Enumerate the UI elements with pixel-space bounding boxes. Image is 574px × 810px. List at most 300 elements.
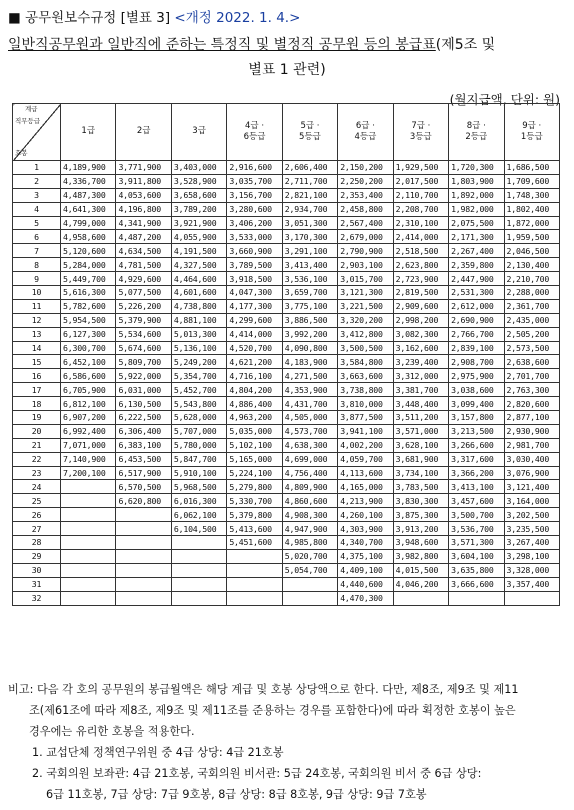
salary-cell: 3,162,600	[393, 341, 448, 355]
salary-cell: 5,707,000	[171, 424, 226, 438]
salary-cell: 6,907,200	[61, 411, 116, 425]
salary-cell: 5,013,300	[171, 327, 226, 341]
table-row	[13, 161, 560, 175]
salary-cell: 6,031,000	[116, 383, 171, 397]
salary-cell: 5,628,000	[171, 411, 226, 425]
salary-cell: 2,458,800	[338, 202, 393, 216]
step-cell: 30	[13, 563, 61, 577]
step-cell: 4	[13, 202, 61, 216]
salary-cell: 2,150,200	[338, 161, 393, 175]
salary-cell: 4,090,800	[282, 341, 337, 355]
step-cell: 8	[13, 258, 61, 272]
salary-cell: 2,623,800	[393, 258, 448, 272]
table-row	[13, 494, 560, 508]
salary-cell: 2,711,700	[282, 174, 337, 188]
salary-cell: 3,628,100	[393, 438, 448, 452]
salary-cell: 1,982,000	[449, 202, 504, 216]
step-cell: 26	[13, 508, 61, 522]
column-header: 9급 · 1등급	[504, 104, 560, 161]
page-title-suffix: (제5조 및	[435, 37, 496, 53]
salary-cell: 4,189,900	[61, 161, 116, 175]
salary-cell: 4,303,900	[338, 522, 393, 536]
salary-cell: 3,660,900	[227, 244, 282, 258]
salary-cell	[227, 563, 282, 577]
salary-cell: 6,104,500	[171, 522, 226, 536]
salary-cell: 3,035,700	[227, 174, 282, 188]
step-cell: 25	[13, 494, 61, 508]
salary-cell: 3,738,800	[338, 383, 393, 397]
salary-cell: 5,616,300	[61, 286, 116, 300]
salary-cell: 4,440,600	[338, 577, 393, 591]
salary-cell: 4,487,300	[61, 188, 116, 202]
salary-cell	[227, 591, 282, 605]
salary-cell: 2,821,100	[282, 188, 337, 202]
salary-cell	[116, 591, 171, 605]
salary-cell: 7,140,900	[61, 452, 116, 466]
salary-cell: 4,738,800	[171, 299, 226, 313]
salary-cell: 6,300,700	[61, 341, 116, 355]
salary-cell: 4,177,300	[227, 299, 282, 313]
table-row	[13, 383, 560, 397]
salary-cell: 5,968,500	[171, 480, 226, 494]
salary-cell	[171, 549, 226, 563]
salary-cell: 3,918,500	[227, 272, 282, 286]
salary-cell: 3,406,200	[227, 216, 282, 230]
salary-cell: 5,847,700	[171, 452, 226, 466]
column-header: 3급	[171, 104, 226, 161]
salary-cell: 4,353,900	[282, 383, 337, 397]
table-row	[13, 424, 560, 438]
salary-cell	[61, 508, 116, 522]
salary-cell: 2,017,500	[393, 174, 448, 188]
table-row	[13, 188, 560, 202]
step-cell: 7	[13, 244, 61, 258]
salary-cell: 5,379,800	[227, 508, 282, 522]
salary-cell: 3,992,200	[282, 327, 337, 341]
salary-cell: 2,046,500	[504, 244, 560, 258]
salary-cell: 4,947,900	[282, 522, 337, 536]
salary-cell: 3,734,100	[393, 466, 448, 480]
salary-cell: 4,336,700	[61, 174, 116, 188]
corner-rank-label: 직무등급	[15, 117, 41, 125]
step-cell: 28	[13, 536, 61, 550]
document-header	[8, 6, 300, 26]
salary-cell: 2,934,700	[282, 202, 337, 216]
salary-cell: 3,875,300	[393, 508, 448, 522]
table-row	[13, 577, 560, 591]
table-row	[13, 480, 560, 494]
salary-cell: 2,877,100	[504, 411, 560, 425]
salary-cell: 5,224,100	[227, 466, 282, 480]
salary-cell: 7,071,000	[61, 438, 116, 452]
salary-cell: 4,375,100	[338, 549, 393, 563]
salary-cell: 4,409,100	[338, 563, 393, 577]
salary-cell: 3,584,800	[338, 355, 393, 369]
salary-cell: 3,317,600	[449, 452, 504, 466]
salary-cell: 5,120,600	[61, 244, 116, 258]
salary-cell: 2,839,100	[449, 341, 504, 355]
salary-cell: 4,055,900	[171, 230, 226, 244]
salary-cell: 4,260,100	[338, 508, 393, 522]
salary-cell: 6,570,500	[116, 480, 171, 494]
salary-cell	[61, 563, 116, 577]
salary-cell: 5,077,500	[116, 286, 171, 300]
salary-cell: 6,306,400	[116, 424, 171, 438]
salary-cell: 5,136,100	[171, 341, 226, 355]
salary-cell: 6,453,500	[116, 452, 171, 466]
salary-cell: 2,701,700	[504, 369, 560, 383]
salary-cell: 2,916,600	[227, 161, 282, 175]
step-cell: 17	[13, 383, 61, 397]
salary-cell: 2,573,500	[504, 341, 560, 355]
salary-cell: 5,284,000	[61, 258, 116, 272]
salary-cell: 2,981,700	[504, 438, 560, 452]
step-cell: 23	[13, 466, 61, 480]
salary-cell: 3,157,800	[449, 411, 504, 425]
salary-cell: 2,075,500	[449, 216, 504, 230]
step-cell: 31	[13, 577, 61, 591]
step-cell: 6	[13, 230, 61, 244]
table-row	[13, 313, 560, 327]
remark-line: 비고: 다음 각 호의 공무원의 봉급월액은 해당 계급 및 호봉 상당액으로 한다. 다만, 제8조, 제9조 및 제11	[8, 683, 519, 696]
step-cell: 22	[13, 452, 61, 466]
salary-cell: 3,941,100	[338, 424, 393, 438]
salary-cell: 5,020,700	[282, 549, 337, 563]
column-header: 8급 · 2등급	[449, 104, 504, 161]
salary-cell: 2,763,300	[504, 383, 560, 397]
salary-cell: 4,985,800	[282, 536, 337, 550]
salary-cell: 3,381,700	[393, 383, 448, 397]
salary-cell	[116, 563, 171, 577]
salary-cell: 3,051,300	[282, 216, 337, 230]
salary-cell: 2,690,900	[449, 313, 504, 327]
salary-cell: 5,449,700	[61, 272, 116, 286]
table-row	[13, 369, 560, 383]
salary-cell: 2,310,100	[393, 216, 448, 230]
salary-cell: 4,340,700	[338, 536, 393, 550]
salary-cell: 3,076,900	[504, 466, 560, 480]
salary-cell: 3,121,300	[338, 286, 393, 300]
salary-cell: 2,766,700	[449, 327, 504, 341]
salary-cell: 2,903,100	[338, 258, 393, 272]
salary-cell: 3,536,100	[282, 272, 337, 286]
salary-cell: 4,165,000	[338, 480, 393, 494]
salary-cell: 2,638,600	[504, 355, 560, 369]
salary-cell: 4,809,900	[282, 480, 337, 494]
salary-cell: 5,413,600	[227, 522, 282, 536]
salary-cell: 3,948,600	[393, 536, 448, 550]
salary-cell: 3,511,200	[393, 411, 448, 425]
unit-note: (월지급액, 단위: 원)	[449, 92, 560, 107]
table-row	[13, 563, 560, 577]
salary-cell: 2,435,000	[504, 313, 560, 327]
salary-cell: 3,213,500	[449, 424, 504, 438]
step-cell: 14	[13, 341, 61, 355]
salary-cell: 3,403,000	[171, 161, 226, 175]
salary-cell: 2,975,900	[449, 369, 504, 383]
salary-cell: 3,030,400	[504, 452, 560, 466]
salary-cell: 6,130,500	[116, 397, 171, 411]
salary-cell: 2,267,400	[449, 244, 504, 258]
salary-cell: 3,789,500	[227, 258, 282, 272]
table-row	[13, 244, 560, 258]
salary-cell	[116, 549, 171, 563]
step-cell: 13	[13, 327, 61, 341]
step-cell: 11	[13, 299, 61, 313]
salary-cell: 5,543,800	[171, 397, 226, 411]
step-cell: 1	[13, 161, 61, 175]
salary-cell: 1,892,000	[449, 188, 504, 202]
salary-cell: 5,379,900	[116, 313, 171, 327]
table-row	[13, 438, 560, 452]
salary-cell: 3,533,000	[227, 230, 282, 244]
salary-cell: 2,505,200	[504, 327, 560, 341]
salary-cell: 1,803,900	[449, 174, 504, 188]
salary-cell: 3,328,000	[504, 563, 560, 577]
salary-cell	[61, 494, 116, 508]
salary-cell: 4,470,300	[338, 591, 393, 605]
salary-cell	[171, 577, 226, 591]
salary-cell: 4,716,100	[227, 369, 282, 383]
salary-cell: 3,571,300	[449, 536, 504, 550]
salary-cell: 3,528,900	[171, 174, 226, 188]
regulation-label: ■ 공무원보수규정 [별표 3]	[8, 10, 171, 26]
salary-cell: 3,775,100	[282, 299, 337, 313]
salary-cell: 5,249,200	[171, 355, 226, 369]
salary-cell: 3,921,900	[171, 216, 226, 230]
salary-cell: 3,202,500	[504, 508, 560, 522]
salary-cell: 4,047,300	[227, 286, 282, 300]
salary-cell: 3,413,100	[449, 480, 504, 494]
column-header: 5급 · 5등급	[282, 104, 337, 161]
salary-cell: 3,666,600	[449, 577, 504, 591]
salary-cell: 4,327,500	[171, 258, 226, 272]
salary-cell: 4,113,600	[338, 466, 393, 480]
salary-cell: 2,210,700	[504, 272, 560, 286]
step-cell: 27	[13, 522, 61, 536]
salary-cell	[116, 508, 171, 522]
column-header: 2급	[116, 104, 171, 161]
salary-cell	[393, 591, 448, 605]
salary-cell: 2,414,000	[393, 230, 448, 244]
salary-cell: 3,312,000	[393, 369, 448, 383]
table-row	[13, 549, 560, 563]
salary-cell: 4,520,700	[227, 341, 282, 355]
salary-cell: 4,958,600	[61, 230, 116, 244]
salary-cell: 3,038,600	[449, 383, 504, 397]
salary-cell: 4,213,900	[338, 494, 393, 508]
salary-cell: 2,361,700	[504, 299, 560, 313]
step-cell: 18	[13, 397, 61, 411]
salary-cell: 5,165,000	[227, 452, 282, 466]
salary-cell: 5,782,600	[61, 299, 116, 313]
salary-cell: 6,016,300	[171, 494, 226, 508]
salary-cell	[61, 577, 116, 591]
table-row	[13, 327, 560, 341]
salary-cell: 7,200,100	[61, 466, 116, 480]
salary-cell: 2,171,300	[449, 230, 504, 244]
salary-cell: 5,534,600	[116, 327, 171, 341]
step-cell: 3	[13, 188, 61, 202]
salary-cell: 4,046,200	[393, 577, 448, 591]
salary-cell: 2,531,300	[449, 286, 504, 300]
salary-cell: 3,536,700	[449, 522, 504, 536]
salary-cell: 4,183,900	[282, 355, 337, 369]
table-row	[13, 355, 560, 369]
table-row	[13, 202, 560, 216]
salary-cell: 2,909,600	[393, 299, 448, 313]
salary-cell	[116, 522, 171, 536]
step-cell: 20	[13, 424, 61, 438]
step-cell: 32	[13, 591, 61, 605]
salary-cell: 5,330,700	[227, 494, 282, 508]
salary-cell	[171, 591, 226, 605]
salary-cell: 3,164,000	[504, 494, 560, 508]
salary-cell	[504, 591, 560, 605]
salary-cell: 4,299,600	[227, 313, 282, 327]
salary-cell: 6,127,300	[61, 327, 116, 341]
salary-cell: 5,452,700	[171, 383, 226, 397]
salary-cell	[171, 536, 226, 550]
table-row	[13, 591, 560, 605]
salary-cell: 3,911,800	[116, 174, 171, 188]
salary-cell: 4,638,300	[282, 438, 337, 452]
salary-cell: 4,196,800	[116, 202, 171, 216]
salary-cell: 4,756,400	[282, 466, 337, 480]
salary-cell: 3,266,600	[449, 438, 504, 452]
salary-cell: 2,250,200	[338, 174, 393, 188]
salary-cell: 2,612,000	[449, 299, 504, 313]
salary-cell: 6,992,400	[61, 424, 116, 438]
salary-cell: 2,819,500	[393, 286, 448, 300]
salary-cell	[171, 563, 226, 577]
table-row	[13, 411, 560, 425]
table-corner-cell	[13, 104, 61, 161]
step-cell: 19	[13, 411, 61, 425]
salary-cell: 4,573,700	[282, 424, 337, 438]
salary-cell: 3,658,600	[171, 188, 226, 202]
table-row	[13, 341, 560, 355]
salary-cell: 6,222,500	[116, 411, 171, 425]
step-cell: 29	[13, 549, 61, 563]
salary-cell: 3,366,200	[449, 466, 504, 480]
salary-cell: 1,929,500	[393, 161, 448, 175]
step-cell: 15	[13, 355, 61, 369]
salary-cell	[227, 549, 282, 563]
step-cell: 24	[13, 480, 61, 494]
remarks-section	[8, 679, 566, 805]
salary-cell: 3,121,400	[504, 480, 560, 494]
salary-cell: 4,414,000	[227, 327, 282, 341]
step-cell: 10	[13, 286, 61, 300]
salary-cell: 2,930,900	[504, 424, 560, 438]
salary-cell: 5,922,000	[116, 369, 171, 383]
table-row	[13, 466, 560, 480]
salary-cell: 3,663,600	[338, 369, 393, 383]
salary-cell: 3,604,100	[449, 549, 504, 563]
salary-cell: 3,571,000	[393, 424, 448, 438]
salary-cell: 4,781,500	[116, 258, 171, 272]
table-header-row	[13, 104, 560, 161]
salary-cell: 2,790,900	[338, 244, 393, 258]
salary-cell: 5,780,000	[171, 438, 226, 452]
salary-cell: 5,674,600	[116, 341, 171, 355]
salary-cell: 3,681,900	[393, 452, 448, 466]
salary-cell: 5,809,700	[116, 355, 171, 369]
salary-cell: 4,963,200	[227, 411, 282, 425]
salary-table	[12, 103, 560, 606]
salary-cell: 3,886,500	[282, 313, 337, 327]
table-body	[13, 161, 560, 606]
salary-cell: 2,820,600	[504, 397, 560, 411]
table-row	[13, 452, 560, 466]
salary-cell: 3,789,200	[171, 202, 226, 216]
salary-cell: 3,413,400	[282, 258, 337, 272]
salary-cell: 6,586,600	[61, 369, 116, 383]
salary-cell: 6,383,100	[116, 438, 171, 452]
table-row	[13, 522, 560, 536]
salary-cell	[61, 549, 116, 563]
salary-cell: 3,635,800	[449, 563, 504, 577]
page-title-main: 일반직공무원과 일반직에 준하는 특정직 및 별정직 공무원 등의 봉급표	[8, 37, 436, 53]
salary-cell: 1,959,500	[504, 230, 560, 244]
salary-cell: 2,723,900	[393, 272, 448, 286]
salary-cell: 3,913,200	[393, 522, 448, 536]
salary-cell	[61, 522, 116, 536]
salary-cell: 2,908,700	[449, 355, 504, 369]
table-row	[13, 299, 560, 313]
revision-label: <개정 2022. 1. 4.>	[174, 10, 301, 26]
remark-line: 조(제61조에 따라 제8조, 제9조 및 제11조를 준용하는 경우를 포함한다)에 따라 획정한 호봉이 높은	[29, 704, 516, 717]
salary-cell: 2,518,500	[393, 244, 448, 258]
salary-cell: 6,705,900	[61, 383, 116, 397]
step-cell: 9	[13, 272, 61, 286]
salary-cell: 4,487,200	[116, 230, 171, 244]
salary-cell: 3,235,500	[504, 522, 560, 536]
step-cell: 16	[13, 369, 61, 383]
salary-cell: 3,357,400	[504, 577, 560, 591]
remark-item-2-cont: 6급 11호봉, 7급 상당: 7급 9호봉, 8급 상당: 8급 8호봉, 9급 상당: 9급 7호봉	[46, 788, 427, 801]
salary-cell: 4,601,600	[171, 286, 226, 300]
salary-cell: 4,271,500	[282, 369, 337, 383]
step-cell: 5	[13, 216, 61, 230]
salary-cell	[61, 591, 116, 605]
salary-cell: 4,886,400	[227, 397, 282, 411]
salary-cell: 3,783,500	[393, 480, 448, 494]
remark-item-1: 1. 교섭단체 정책연구위원 중 4급 상당: 4급 21호봉	[32, 746, 284, 759]
column-header: 7급 · 3등급	[393, 104, 448, 161]
salary-cell: 4,634,500	[116, 244, 171, 258]
salary-cell: 6,517,900	[116, 466, 171, 480]
salary-cell	[227, 577, 282, 591]
salary-cell: 1,802,400	[504, 202, 560, 216]
salary-cell: 3,771,900	[116, 161, 171, 175]
salary-cell: 3,221,500	[338, 299, 393, 313]
salary-cell: 2,447,900	[449, 272, 504, 286]
remark-item-2: 2. 국회의원 보좌관: 4급 21호봉, 국회의원 비서관: 5급 24호봉, 국회의원 비서 중 6급 상당:	[32, 767, 482, 780]
salary-cell: 3,267,400	[504, 536, 560, 550]
salary-cell: 4,881,100	[171, 313, 226, 327]
salary-cell: 2,679,000	[338, 230, 393, 244]
step-cell: 2	[13, 174, 61, 188]
salary-cell: 3,170,300	[282, 230, 337, 244]
salary-cell: 5,054,700	[282, 563, 337, 577]
salary-cell: 5,035,000	[227, 424, 282, 438]
remark-line: 경우에는 유리한 호봉을 적용한다.	[29, 725, 195, 738]
salary-cell: 3,082,300	[393, 327, 448, 341]
table-row	[13, 286, 560, 300]
salary-cell: 2,567,400	[338, 216, 393, 230]
